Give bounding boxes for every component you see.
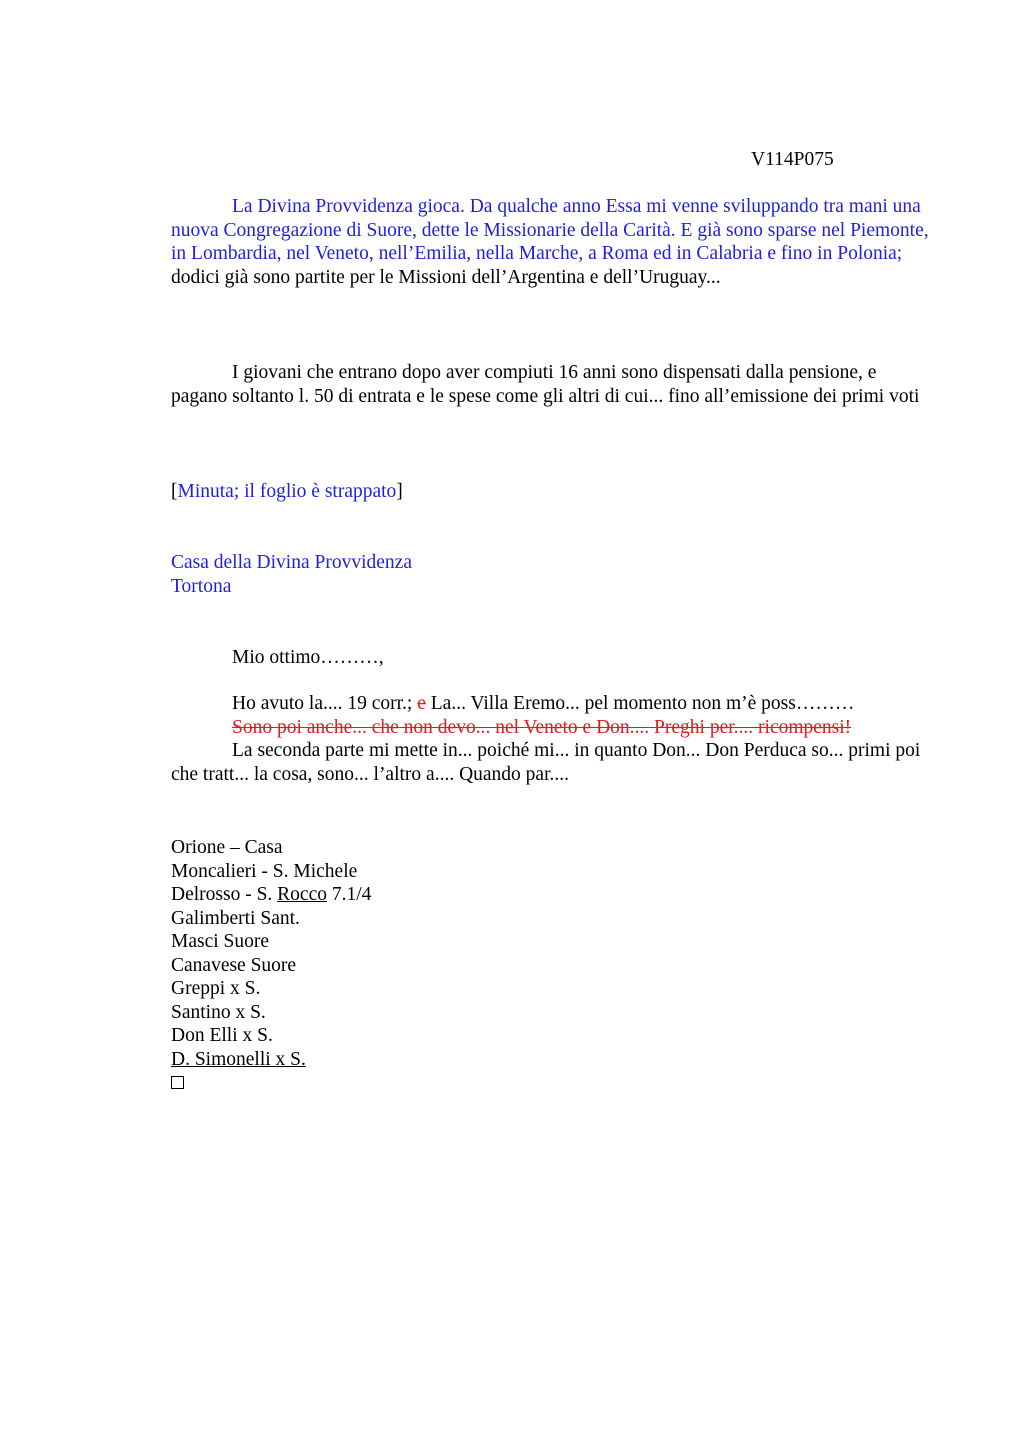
letter-body [171,692,931,786]
checkbox-row [171,1071,931,1096]
paragraph-giovani: I giovani che entrano dopo aver compiuti 16 anni sono dispensati dalla pensione, e pagano soltanto l. 50 di entrata e le spese come gli altri di cui... fino all’emissione dei primi voti [171,362,920,407]
paragraph-provvidenza-black-text: dodici già sono partite per le Missioni dell’Argentina e dell’Uruguay... [171,266,721,288]
letter-line-2 [171,716,931,740]
empty-square-icon [171,1076,184,1089]
list-item: Canavese Suore [171,954,297,976]
note-text: Minuta; il foglio è strappato [177,481,397,502]
list-item-last: D. Simonelli x S. [171,1048,306,1070]
list-item: Orione – Casa [171,837,283,858]
letter-line-1-start: Ho avuto la.... 19 corr.; [232,693,418,714]
letter-line-1-end: La... Villa Eremo... pel momento non m’è poss……… [425,693,855,714]
list-item: Don Elli x S. [171,1025,273,1046]
letterhead-line-2: Tortona [171,575,232,597]
list-item: Santino x S. [171,1001,266,1023]
letter-line-1-struck: e [417,693,426,714]
document-reference: V114P075 [751,149,834,170]
letter-salutation: Mio ottimo………, [232,647,384,668]
paragraph-provvidenza-blue-text: La Divina Provvidenza gioca. Da qualche anno Essa mi venne sviluppando tra mani una nuova Congregazione di Suore, dette le Missionarie della Carità. E già sono sparse nel Piemonte, in Lombardia, nel Veneto, nell’Emilia, nella Marche, a Roma ed in Calabria e fino in Polonia; [171,196,929,264]
letterhead-line-1: Casa della Divina Provvidenza [171,552,412,573]
list-item: Galimberti Sant. [171,907,300,929]
list-item: Moncalieri - S. Michele [171,860,358,882]
editorial-note [171,480,931,504]
note-close-bracket: ] [396,481,403,502]
list-item: Masci Suore [171,931,270,952]
letterhead [171,551,931,598]
names-list [171,836,931,1096]
list-item-delrosso [171,883,931,907]
letter-line-2-struck: Sono poi anche... che non devo... nel Veneto e Don.... Preghi per.... ricompensi! [232,716,852,738]
paragraph-provvidenza [171,195,931,289]
note-open-bracket: [ [171,481,178,502]
list-item: Greppi x S. [171,978,261,999]
letter-line-3: La seconda parte mi mette in... poiché mi... in quanto Don... Don Perduca so... primi poi che tratt... la cosa, sono... l’altro a.... Quando par.... [171,740,921,785]
delrosso-underlined: Rocco [277,884,327,905]
delrosso-start: Delrosso - S. [171,884,278,905]
delrosso-end: 7.1/4 [327,884,372,905]
letter-line-1 [171,692,931,716]
